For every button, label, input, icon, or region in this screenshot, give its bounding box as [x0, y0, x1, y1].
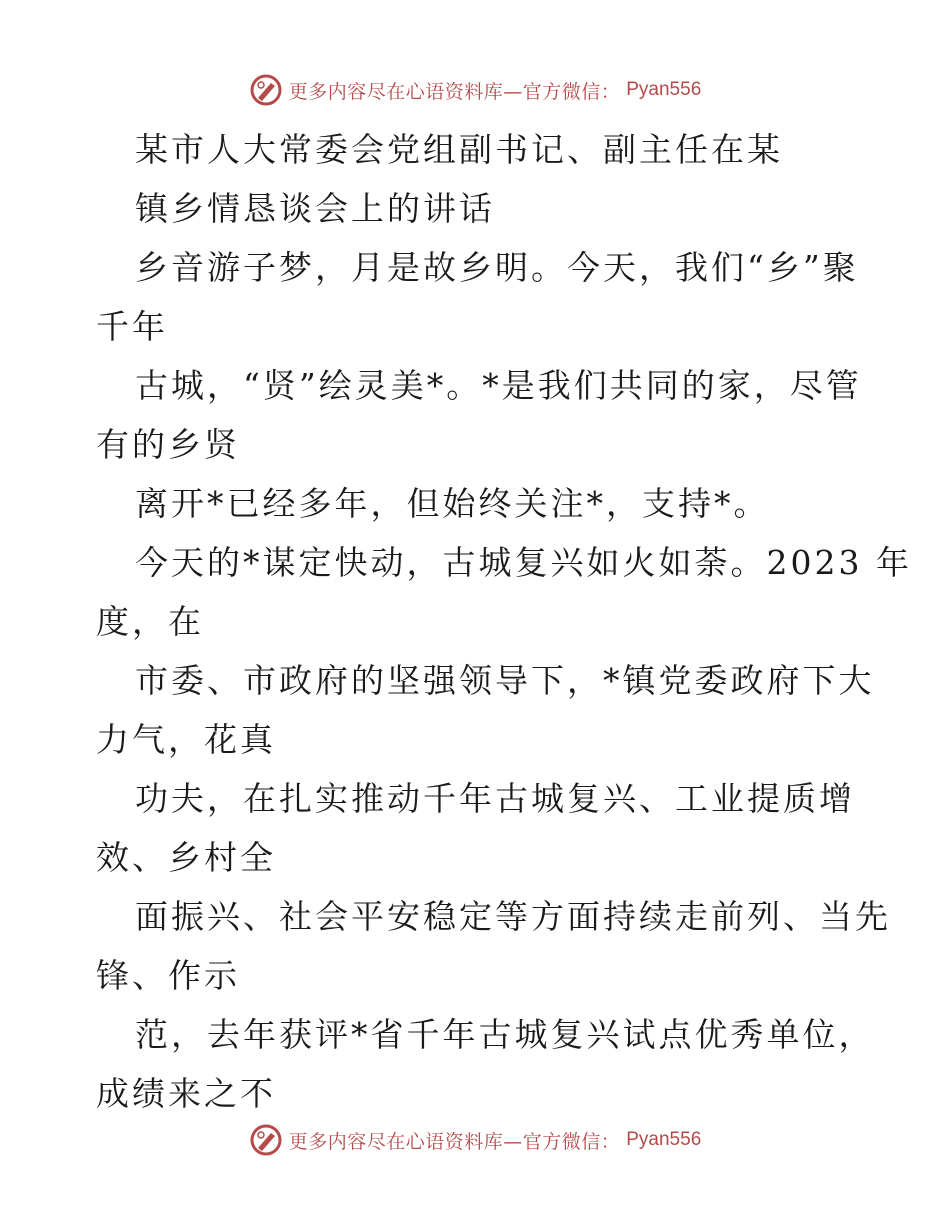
paragraph-line: 范，去年获评*省千年古城复兴试点优秀单位，: [135, 1015, 875, 1054]
paragraph-line: 力气，花真: [96, 720, 276, 759]
document-body: [0, 120, 950, 1123]
title-line-1: 某市人大常委会党组副书记、副主任在某: [135, 130, 783, 169]
paragraph-line: 效、乡村全: [96, 838, 276, 877]
paragraph-line: 今天的*谋定快动，古城复兴如火如荼。2023 年: [135, 543, 912, 582]
paragraph-line: 市委、市政府的坚强领导下，*镇党委政府下大: [135, 661, 875, 700]
watermark-text: 更多内容尽在心语资料库—官方微信：: [288, 80, 621, 103]
paragraph-line: 有的乡贤: [96, 425, 240, 464]
paragraph-line: 成绩来之不: [96, 1074, 276, 1113]
pen-logo-icon: [249, 73, 283, 107]
paragraph-line: 乡音游子梦，月是故乡明。今天，我们“乡”聚: [135, 248, 859, 287]
paragraph-line: 千年: [96, 307, 168, 346]
watermark-wechat-id: Pyan556: [626, 1129, 702, 1150]
paragraph-line: 度，在: [96, 602, 204, 641]
paragraph-line: 锋、作示: [96, 956, 240, 995]
watermark-wechat-id: Pyan556: [626, 79, 702, 100]
footer-watermark: [0, 1120, 950, 1160]
header-watermark: [0, 70, 950, 110]
pen-logo-icon: [249, 1123, 283, 1157]
paragraph-line: 面振兴、社会平安稳定等方面持续走前列、当先: [135, 897, 891, 936]
title-line-2: 镇乡情恳谈会上的讲话: [135, 189, 495, 228]
paragraph-line: 功夫，在扎实推动千年古城复兴、工业提质增: [135, 779, 855, 818]
paragraph-line: 古城，“贤”绘灵美*。*是我们共同的家，尽管: [135, 366, 862, 405]
watermark-text: 更多内容尽在心语资料库—官方微信：: [288, 1130, 621, 1153]
paragraph-line: 离开*已经多年，但始终关注*，支持*。: [135, 484, 770, 523]
